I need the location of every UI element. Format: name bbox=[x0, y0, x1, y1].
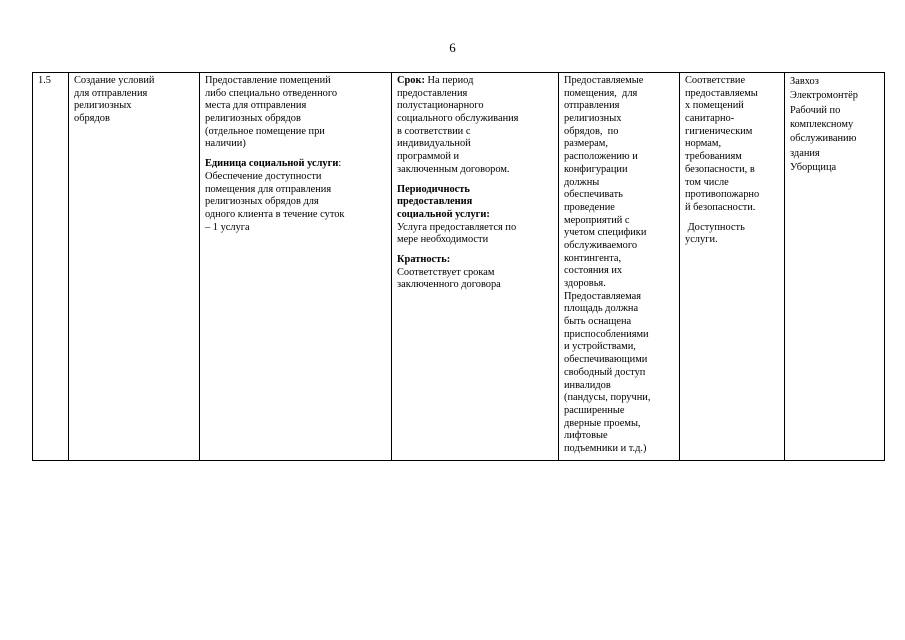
period-line: социального обслуживания bbox=[397, 113, 519, 125]
description-line: либо специально отведенного bbox=[205, 87, 338, 99]
conditions-line: Предоставляемая bbox=[564, 290, 642, 302]
conditions-line: подъемники и т.д.) bbox=[564, 442, 647, 454]
period-line: заключенным договором. bbox=[397, 163, 510, 175]
conditions-line: быть оснащена bbox=[564, 316, 632, 328]
periodicity-line: Услуга предоставляется по bbox=[397, 221, 517, 233]
conditions-line: помещения, для bbox=[564, 87, 638, 99]
cell-staff bbox=[785, 73, 885, 461]
conditions-line: здоровья. bbox=[564, 278, 606, 289]
quality-line: предоставляемы bbox=[685, 87, 758, 99]
period-title: Срок: bbox=[397, 75, 425, 86]
quality-line: том числе bbox=[685, 176, 729, 188]
staff-item: обслуживанию bbox=[790, 133, 857, 145]
cell-number bbox=[33, 73, 69, 461]
conditions-line: мероприятий с bbox=[564, 214, 630, 226]
staff-item: Рабочий по bbox=[790, 104, 841, 116]
conditions-line: и устройствами, bbox=[564, 341, 636, 353]
staff-item: Электромонтёр bbox=[790, 90, 858, 102]
quality-line: й безопасности. bbox=[685, 201, 756, 213]
access-line: услуги. bbox=[685, 234, 718, 246]
conditions-line: обслуживаемого bbox=[564, 239, 638, 251]
row-number: 1.5 bbox=[38, 75, 51, 86]
description-line: места для отправления bbox=[205, 100, 307, 112]
conditions-line: должны bbox=[564, 176, 600, 188]
periodicity-title-line: социальной услуги: bbox=[397, 208, 490, 220]
periodicity-title bbox=[397, 209, 554, 222]
quality-line: нормам, bbox=[685, 138, 722, 150]
unit-line: Обеспечение доступности bbox=[205, 170, 322, 182]
periodicity-title bbox=[397, 184, 554, 197]
multiplicity-line: заключенного договора bbox=[397, 279, 501, 291]
periodicity-title-line: предоставления bbox=[397, 196, 473, 208]
unit-colon: : bbox=[338, 158, 342, 170]
conditions-line: учетом специфики bbox=[564, 227, 647, 239]
staff-item: Завхоз bbox=[790, 76, 819, 87]
conditions-line: религиозных bbox=[564, 113, 622, 125]
conditions-line: приспособлениями bbox=[564, 328, 649, 340]
conditions-line: обеспечивать bbox=[564, 189, 623, 201]
unit-title: Единица социальной услуги bbox=[205, 158, 339, 170]
conditions-line: (пандусы, поручни, bbox=[564, 392, 651, 404]
service-name-line: Создание условий bbox=[74, 75, 155, 86]
period-line: в соответствии с bbox=[397, 125, 471, 137]
cell-quality bbox=[680, 73, 785, 461]
conditions-line: конфигурации bbox=[564, 163, 628, 175]
cell-description bbox=[200, 73, 392, 461]
conditions-line: дверные проемы, bbox=[564, 417, 641, 429]
staff-item: здания bbox=[790, 147, 820, 159]
unit-line: религиозных обрядов для bbox=[205, 196, 319, 208]
conditions-line: размерам, bbox=[564, 138, 608, 150]
quality-line: требованиям bbox=[685, 151, 742, 163]
period-line: индивидуальной bbox=[397, 138, 471, 150]
cell-service-name bbox=[69, 73, 200, 461]
description-line: (отдельное помещение при bbox=[205, 125, 325, 137]
service-name-line: обрядов bbox=[74, 113, 110, 125]
staff-item: Уборщица bbox=[790, 162, 837, 174]
periodicity-line: мере необходимости bbox=[397, 234, 489, 246]
conditions-line: состояния их bbox=[564, 265, 623, 277]
conditions-line: отправления bbox=[564, 100, 620, 112]
conditions-line: расположению и bbox=[564, 151, 638, 163]
service-name-line: для отправления bbox=[74, 87, 148, 99]
quality-line: санитарно- bbox=[685, 113, 735, 125]
multiplicity-line: Соответствует срокам bbox=[397, 266, 495, 278]
description-line: религиозных обрядов bbox=[205, 113, 301, 125]
conditions-line: инвалидов bbox=[564, 379, 611, 391]
period-heading bbox=[397, 75, 554, 88]
conditions-line: обеспечивающими bbox=[564, 354, 648, 366]
cell-terms bbox=[392, 73, 559, 461]
table-row bbox=[33, 73, 885, 461]
unit-line: – 1 услуга bbox=[205, 221, 250, 233]
conditions-line: расширенные bbox=[564, 404, 625, 416]
quality-line: противопожарно bbox=[685, 189, 760, 201]
quality-line: Соответствие bbox=[685, 75, 746, 86]
staff-item: комплексному bbox=[790, 119, 854, 131]
period-first: На период bbox=[424, 75, 474, 86]
periodicity-title-line: Периодичность bbox=[397, 183, 470, 195]
unit-line: помещения для отправления bbox=[205, 183, 332, 195]
period-line: предоставления bbox=[397, 87, 468, 99]
conditions-line: свободный доступ bbox=[564, 366, 646, 378]
service-name-line: религиозных bbox=[74, 100, 132, 112]
conditions-line: проведение bbox=[564, 201, 615, 213]
periodicity-title bbox=[397, 196, 554, 209]
quality-line: х помещений bbox=[685, 100, 744, 112]
unit-heading bbox=[205, 158, 387, 171]
period-line: программой и bbox=[397, 151, 460, 163]
conditions-line: обрядов, по bbox=[564, 125, 619, 137]
period-line: полустационарного bbox=[397, 100, 484, 112]
multiplicity-heading bbox=[397, 254, 554, 267]
cell-conditions bbox=[559, 73, 680, 461]
description-line: Предоставление помещений bbox=[205, 75, 331, 86]
conditions-line: площадь должна bbox=[564, 303, 639, 315]
multiplicity-title: Кратность: bbox=[397, 253, 451, 265]
conditions-line: лифтовые bbox=[564, 430, 608, 442]
unit-line: одного клиента в течение суток bbox=[205, 208, 345, 220]
quality-line: гигиеническим bbox=[685, 125, 753, 137]
quality-line: безопасности, в bbox=[685, 163, 755, 175]
access-line: Доступность bbox=[685, 221, 745, 233]
description-line: наличии) bbox=[205, 138, 246, 150]
page-number: 6 bbox=[449, 40, 456, 55]
services-table bbox=[32, 72, 885, 461]
conditions-line: контингента, bbox=[564, 252, 622, 264]
conditions-line: Предоставляемые bbox=[564, 75, 644, 86]
